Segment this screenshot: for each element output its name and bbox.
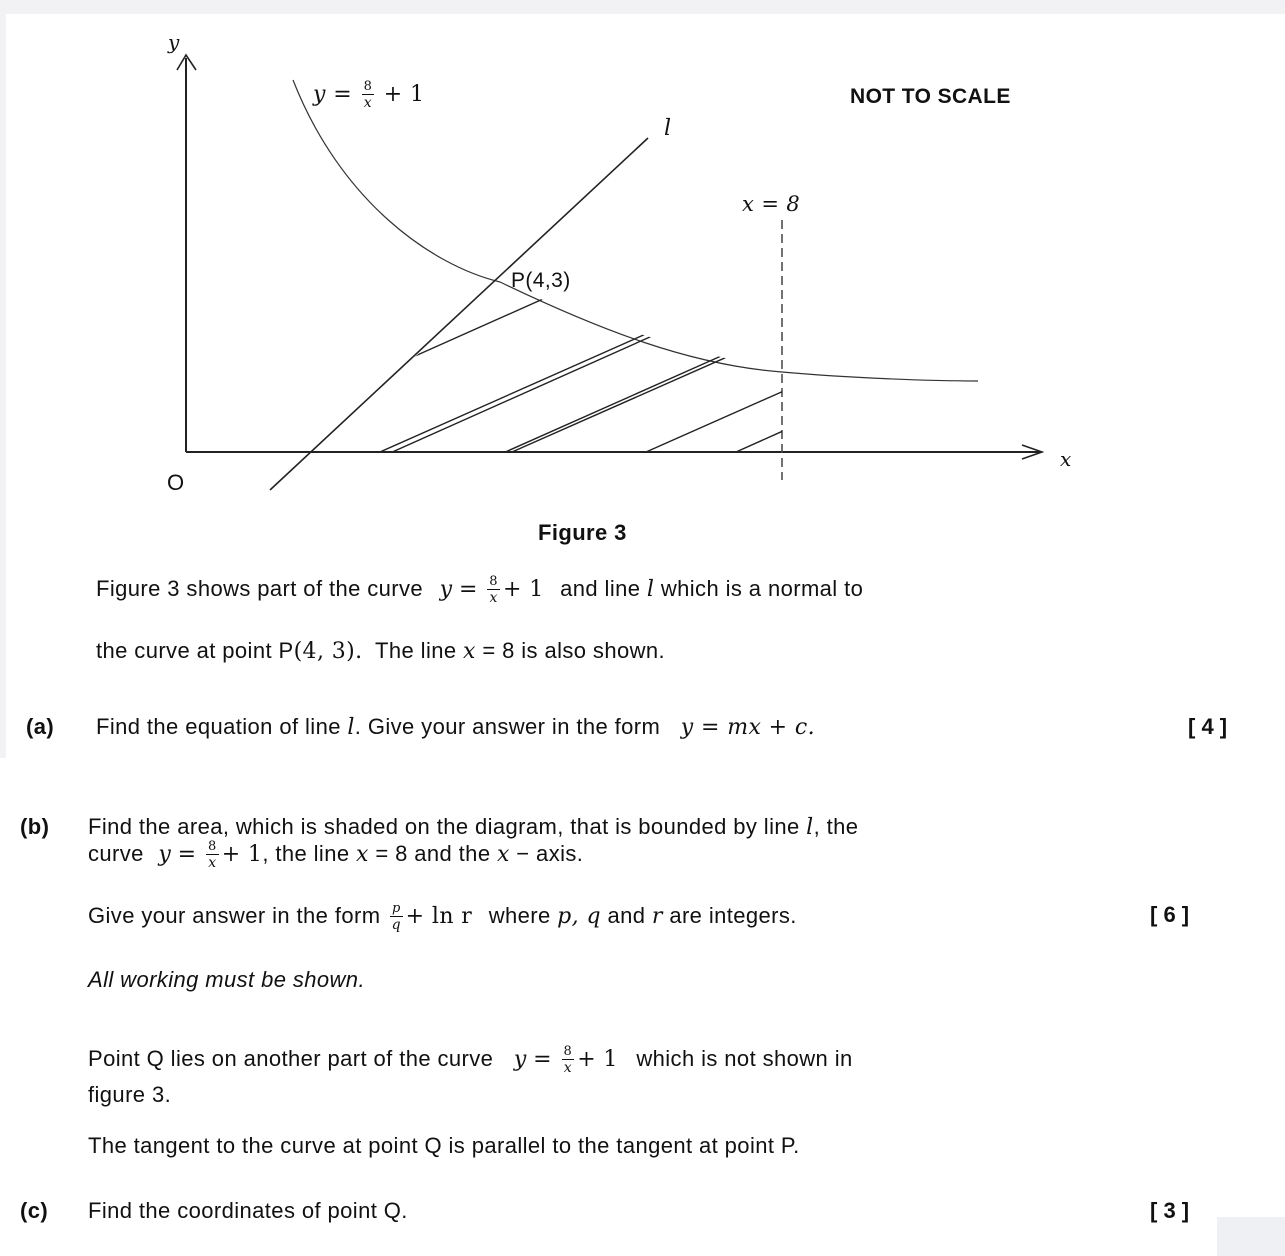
x-axis-label: x xyxy=(1060,447,1072,471)
y-axis-label: y xyxy=(168,30,180,54)
part-b-label: (b) xyxy=(20,814,50,839)
part-a-marks: [ 4 ] xyxy=(1188,714,1228,739)
page-edge xyxy=(1217,1217,1285,1256)
part-b-line-1: Find the area, which is shaded on the diagram, that is bounded by line l, the xyxy=(88,814,859,840)
point-p-label: P(4,3) xyxy=(511,269,571,292)
part-b-line-3: Give your answer in the form $\frac{p}{q}$ + ln r where p, q and r are integers. xyxy=(88,901,797,933)
origin-label: O xyxy=(167,470,185,495)
point-q-info-line-3: The tangent to the curve at point Q is parallel to the tangent at point P. xyxy=(88,1133,800,1158)
part-b-line-2: curve y = $\frac{8}{x}$ + 1, the line x = 8 and the x − axis. xyxy=(88,839,584,871)
curve-label: y = $\frac{8}{x}$ + 1 xyxy=(313,79,425,111)
x-equals-8-label: x = 8 xyxy=(742,192,801,216)
part-a-label: (a) xyxy=(26,714,55,739)
intro-line-1: Figure 3 shows part of the curve y = $\frac{8}{x}$ + 1 and line l which is a normal to xyxy=(96,574,864,606)
part-b-marks: [ 6 ] xyxy=(1150,902,1190,927)
part-c-marks: [ 3 ] xyxy=(1150,1198,1190,1223)
figure-caption: Figure 3 xyxy=(538,520,627,545)
curve-label-fraction: $\frac{8}{x}$ xyxy=(363,79,373,111)
shaded-region xyxy=(200,220,1000,530)
point-q-info-line-1: Point Q lies on another part of the curve y = $\frac{8}{x}$ + 1 which is not shown in xyxy=(88,1044,853,1076)
intro-line-2: the curve at point P(4, 3). The line x = 8 is also shown. xyxy=(96,638,666,664)
line-l-label: l xyxy=(664,116,672,141)
part-b-working-note: All working must be shown. xyxy=(88,967,365,992)
part-c-label: (c) xyxy=(20,1198,49,1223)
normal-line-l xyxy=(270,138,648,490)
point-q-info-line-2: figure 3. xyxy=(88,1082,172,1107)
curve-y-8-over-x-plus-1 xyxy=(293,80,978,381)
not-to-scale-note: NOT TO SCALE xyxy=(850,85,1011,108)
part-a-question: Find the equation of line l. Give your answer in the form y = mx + c. xyxy=(96,714,816,740)
part-c-question: Find the coordinates of point Q. xyxy=(88,1198,408,1223)
